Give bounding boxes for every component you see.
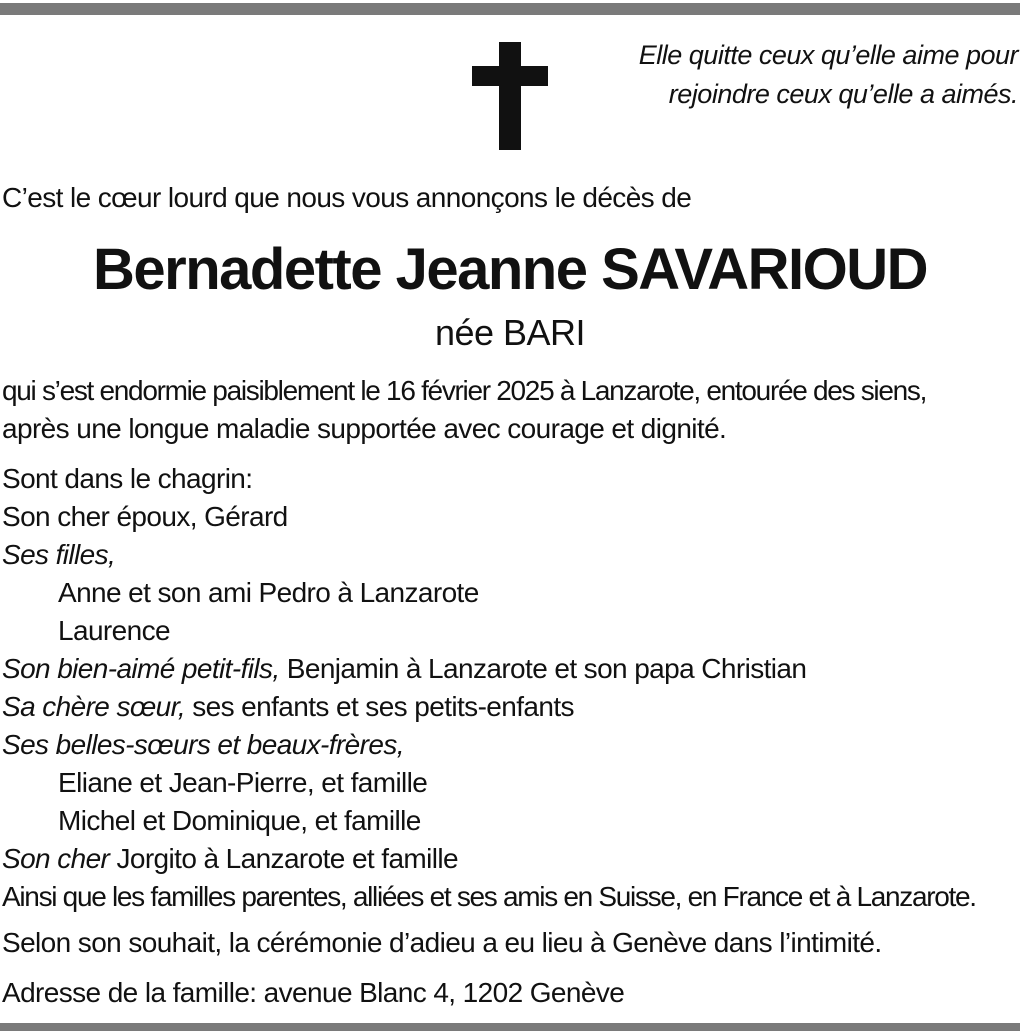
grandson-label: Son bien-aimé petit-fils,	[2, 653, 280, 684]
ceremony-line: Selon son souhait, la cérémonie d’adieu a eu lieu à Genève dans l’intimité.	[2, 927, 882, 958]
intro-text: C’est le cœur lourd que nous vous annonçons le décès de	[2, 182, 692, 213]
death-notice-line-1: qui s’est endormie paisiblement le 16 février 2025 à Lanzarote, entourée des siens,	[2, 375, 927, 406]
mourners-heading: Sont dans le chagrin:	[2, 463, 253, 494]
address-line: Adresse de la famille: avenue Blanc 4, 1202 Genève	[2, 977, 625, 1008]
deceased-name: Bernadette Jeanne SAVARIOUD	[92, 237, 927, 302]
sister-label: Sa chère sœur,	[2, 691, 186, 722]
bottom-border	[0, 1023, 1020, 1031]
mourner-grandson	[2, 650, 1020, 688]
mourner-sister	[2, 688, 1020, 726]
family-address	[2, 974, 1020, 1012]
mourner-daughter-1: Anne et son ami Pedro à Lanzarote	[58, 577, 479, 608]
jorgito-text: Jorgito à Lanzarote et famille	[109, 843, 458, 874]
mourner-jorgito	[2, 840, 1020, 878]
mourners-others: Ainsi que les familles parentes, alliées et ses amis en Suisse, en France et à Lanzarote.	[2, 881, 976, 912]
quote-line-1: Elle quitte ceux qu’elle aime pour	[638, 40, 1018, 70]
mourner-daughter-2: Laurence	[58, 615, 170, 646]
mourner-husband: Son cher époux, Gérard	[2, 501, 288, 532]
mourner-inlaw-1: Eliane et Jean-Pierre, et famille	[58, 767, 428, 798]
maiden-name: née BARI	[434, 312, 586, 353]
top-border	[0, 3, 1020, 15]
mourners-list	[2, 460, 1020, 916]
jorgito-label: Son cher	[2, 843, 110, 874]
death-notice-line-2: après une longue maladie supportée avec courage et dignité.	[2, 413, 727, 444]
quote-line-2: rejoindre ceux qu’elle a aimés.	[668, 79, 1018, 109]
inlaws-label: Ses belles-sœurs et beaux-frères,	[2, 729, 404, 760]
ceremony-text	[2, 924, 1020, 962]
mourner-inlaw-2: Michel et Dominique, et famille	[58, 805, 421, 836]
daughters-label: Ses filles,	[2, 539, 116, 570]
grandson-text: Benjamin à Lanzarote et son papa Christian	[279, 653, 807, 684]
sister-text: ses enfants et ses petits-enfants	[185, 691, 574, 722]
death-notice	[2, 372, 1020, 448]
cross-icon	[472, 42, 548, 150]
epitaph-quote	[639, 36, 1018, 114]
